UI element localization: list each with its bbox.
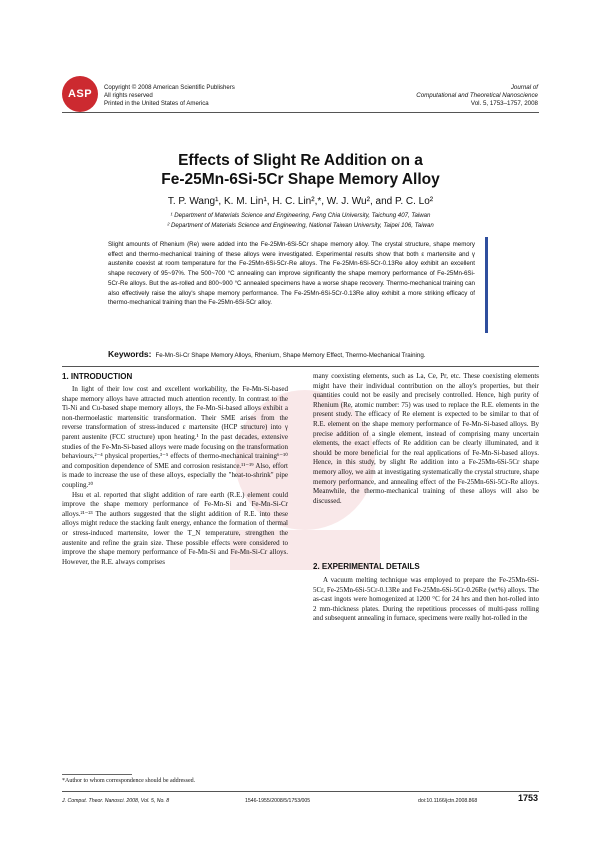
publisher-info: Copyright © 2008 American Scientific Publishers All rights reserved Printed in the United States of America: [104, 84, 235, 107]
intro-text: [62, 385, 288, 567]
section-2-title: 2. EXPERIMENTAL DETAILS: [313, 562, 420, 571]
affiliation-2: ² Department of Materials Science and Engineering, National Taiwan University, Taipei 106, Taiwan: [167, 222, 434, 229]
journal-info: Journal of Computational and Theoretical Nanoscience Vol. 5, 1753–1757, 2008: [416, 84, 538, 107]
footnote-rule: [62, 774, 132, 775]
header-rule: [62, 112, 539, 113]
experimental-paragraph-1: A vacuum melting technique was employed to prepare the Fe-25Mn-6Si-5Cr, Fe-25Mn-6Si-5Cr-0.13Re and Fe-25Mn-6Si-5Cr-0.26Re (wt%) alloys. The as-cast ingots were homogenized at 1200 °C for 24 hrs and then hot-rolled into 2 mm-thickness plates. During the repetitious processes of multi-pass rolling and subsequent annealing in furnace, specimens were really hot-rolled in the: [313, 576, 539, 623]
margin-bar: [485, 237, 488, 333]
footer-journal: J. Comput. Theor. Nanosci. 2008, Vol. 5, No. 8: [62, 798, 170, 804]
publisher-logo: ASP: [62, 76, 98, 112]
right-paragraph-1: many coexisting elements, such as La, Ce, Pr, etc. These coexisting elements might have their individual contribution on the alloy's properties, but their quantities could not be easily and precisely controlled. Hence, high purity of Rhenium (Re, atomic number: 75) was used to replace the R.E. elements in the present study. The efficacy of Re element is expected to be similar to that of R.E. element on the shape memory performance of Fe-Mn-Si-based alloys. By precise addition of a single element, instead of comprising many uncertain elements, the exact effects of Re addition can be clearly illuminated, and it should be more beneficial for the real applications of Fe-Mn-Si-based alloys. Hence, in this study, by slight Re addition into a Fe-25Mn-6Si-5Cr shape memory alloy, we aim at investigating systematically the crystal structure, shape memory performance, and annealing effect of the Fe-25Mn-6Si-5Cr-Re alloys. Meanwhile, the thermo-mechanical training of these alloys will also be discussed.: [313, 372, 539, 505]
content-rule: [62, 366, 539, 367]
page-number: 1753: [517, 793, 538, 803]
intro-paragraph-2: Hsu et al. reported that slight addition of rare earth (R.E.) element could improve the shape memory performance of Fe-Mn-Si and Fe-Mn-Si-Cr alloys.²¹⁻²³ The authors suggested that the slight addition of R.E. into these alloys might reduce the stacking fault energy, enhance the formation of thermal or stress-induced martensite, lower the T_N temperature, strengthen the austenite and refine the grain size. These possible effects were considered to improve the shape memory performance of Fe-Mn-Si and Fe-Mn-Si-Cr alloys. However, the R.E. always comprises: [62, 490, 288, 566]
footer-doi: doi:10.1166/jctn.2008.868: [418, 798, 478, 804]
authors: T. P. Wang¹, K. M. Lin¹, H. C. Lin²,*, W. J. Wu², and P. C. Lo²: [167, 196, 434, 207]
section-1-title: 1. INTRODUCTION: [62, 372, 133, 381]
keywords-text: Fe-Mn-Si-Cr Shape Memory Alloys, Rhenium, Shape Memory Effect, Thermo-Mechanical Training.: [155, 352, 426, 359]
footer-issn: 1546-1955/2008/5/1753/005: [245, 798, 311, 804]
affiliation-1: ¹ Department of Materials Science and Engineering, Feng Chia University, Taichung 407, Taiwan: [170, 212, 431, 219]
footer-rule: [62, 791, 539, 792]
keywords: [108, 350, 475, 361]
abstract: Slight amounts of Rhenium (Re) were added into the Fe-25Mn-6Si-5Cr shape memory alloy. The crystal structure, shape memory effect and thermo-mechanical training of these alloys were investigated. Experimental results show that both ε martensite and γ austenite coexist at room temperature for the Fe-25Mn-6Si-5Cr-Re alloys. The Fe-25Mn-6Si-5Cr-0.13Re alloy exhibit an excellent shape recovery of 95~97%. The 500~700 °C annealing can improve significantly the shape memory performance of Fe-25Mn-6Si-5Cr-Re alloys. But the as-rolled and 800~900 °C annealed specimens have a worse shape recovery. Thermo-mechanical training can also effectively raise the alloy's shape memory performance. The Fe-25Mn-6Si-5Cr-0.13Re alloy exhibit a more striking efficacy of thermo-mechanical training than the Fe-25Mn-6Si-5Cr alloy.: [108, 241, 475, 307]
keywords-label: Keywords:: [108, 349, 152, 359]
right-column-text: [313, 372, 539, 506]
paper-title: Effects of Slight Re Addition on a Fe-25Mn-6Si-5Cr Shape Memory Alloy: [161, 152, 440, 188]
intro-paragraph-1: In light of their low cost and excellent workability, the Fe-Mn-Si-based shape memory alloys have attracted much attention recently. In contrast to the Ti-Ni and Cu-based shape memory alloys, the Fe-Mn-Si-based alloys exhibit a non-thermoelastic martensitic transformation. Their SME arises from the reverse transformation of stress-induced ε martensite (HCP structure) into γ parent austenite (FCC structure) upon heating.¹ In the past decades, extensive studies of the Fe-Mn-Si-based alloys were made focusing on the transformation behaviours,²⁻⁴ physical properties,³⁻⁵ effects of thermo-mechanical training⁶⁻¹⁰ and composition dependence of SME and corrosion resistance.¹¹⁻¹⁹ Also, effort is made to increase the use of these alloys, especially the "heat-to-shrink" pipe coupling.²⁰: [62, 385, 288, 489]
experimental-text: [313, 576, 539, 624]
footnote: *Author to whom correspondence should be addressed.: [62, 778, 196, 784]
